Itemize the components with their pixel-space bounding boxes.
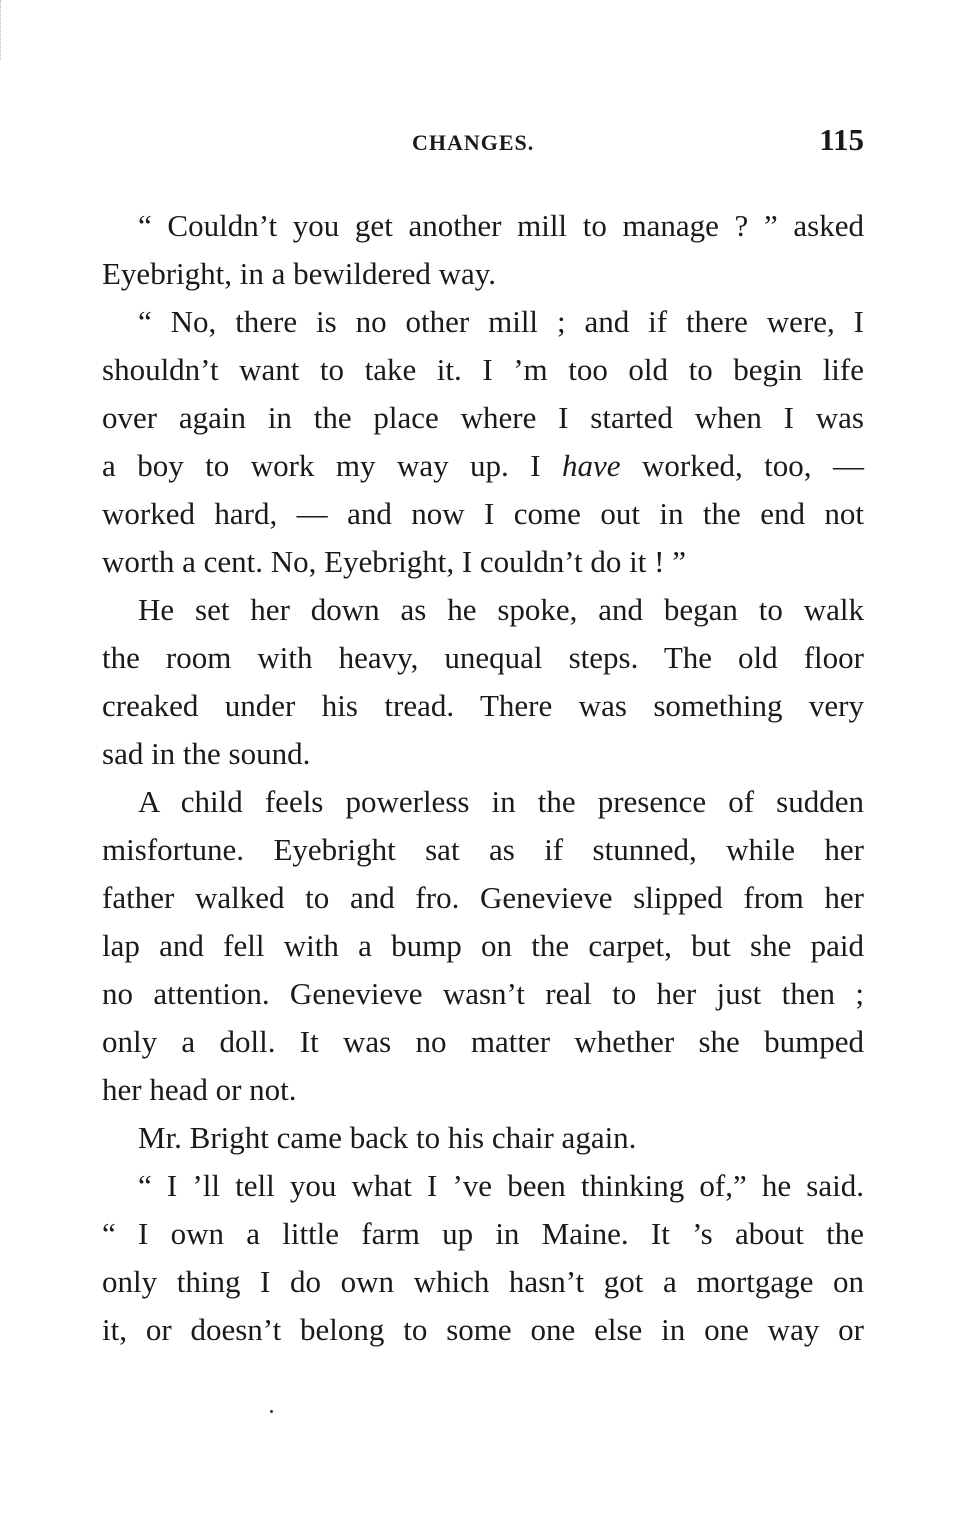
text-line: “ I ’ll tell you what I ’ve been thinking of,” he said. bbox=[138, 1168, 864, 1203]
text-line: her head or not. bbox=[102, 1072, 297, 1107]
text-line: only a doll. It was no matter whether she bumped bbox=[102, 1024, 864, 1059]
text-line: the room with heavy, unequal steps. The old floor bbox=[102, 640, 864, 675]
body-text bbox=[102, 202, 864, 1354]
text-segment: worked, too, — bbox=[642, 448, 864, 483]
text-line: worth a cent. No, Eyebright, I couldn’t do it ! ” bbox=[102, 544, 686, 579]
text-line: misfortune. Eyebright sat as if stunned, while her bbox=[102, 832, 864, 867]
text-line bbox=[102, 442, 864, 490]
text-line: only thing I do own which hasn’t got a mortgage on bbox=[102, 1264, 864, 1299]
page-edge-mark bbox=[0, 0, 3, 60]
text-line: worked hard, — and now I come out in the end not bbox=[102, 496, 864, 531]
text-line: lap and fell with a bump on the carpet, but she paid bbox=[102, 928, 864, 963]
text-line: father walked to and fro. Genevieve slipped from her bbox=[102, 880, 864, 915]
text-line: no attention. Genevieve wasn’t real to her just then ; bbox=[102, 976, 864, 1011]
page-number: 115 bbox=[819, 122, 864, 157]
running-head bbox=[102, 122, 864, 162]
emphasis-word: have bbox=[562, 448, 621, 483]
text-line: He set her down as he spoke, and began to walk bbox=[138, 592, 864, 627]
text-line: it, or doesn’t belong to some one else in one way or bbox=[102, 1312, 864, 1347]
text-line: Eyebright, in a bewildered way. bbox=[102, 256, 496, 291]
text-line: A child feels powerless in the presence of sudden bbox=[138, 784, 864, 819]
text-line: “ I own a little farm up in Maine. It ’s about the bbox=[102, 1216, 864, 1251]
text-line: Mr. Bright came back to his chair again. bbox=[138, 1120, 637, 1155]
text-line: “ No, there is no other mill ; and if there were, I bbox=[138, 304, 864, 339]
text-line: sad in the sound. bbox=[102, 736, 311, 771]
chapter-title: CHANGES. bbox=[412, 130, 535, 155]
text-line: “ Couldn’t you get another mill to manage ? ” asked bbox=[138, 208, 864, 243]
text-line: over again in the place where I started when I was bbox=[102, 400, 864, 435]
ink-speck bbox=[270, 1410, 273, 1413]
text-segment: a boy to work my way up. I bbox=[102, 448, 541, 483]
text-line: shouldn’t want to take it. I ’m too old to begin life bbox=[102, 352, 864, 387]
text-line: creaked under his tread. There was something very bbox=[102, 688, 864, 723]
